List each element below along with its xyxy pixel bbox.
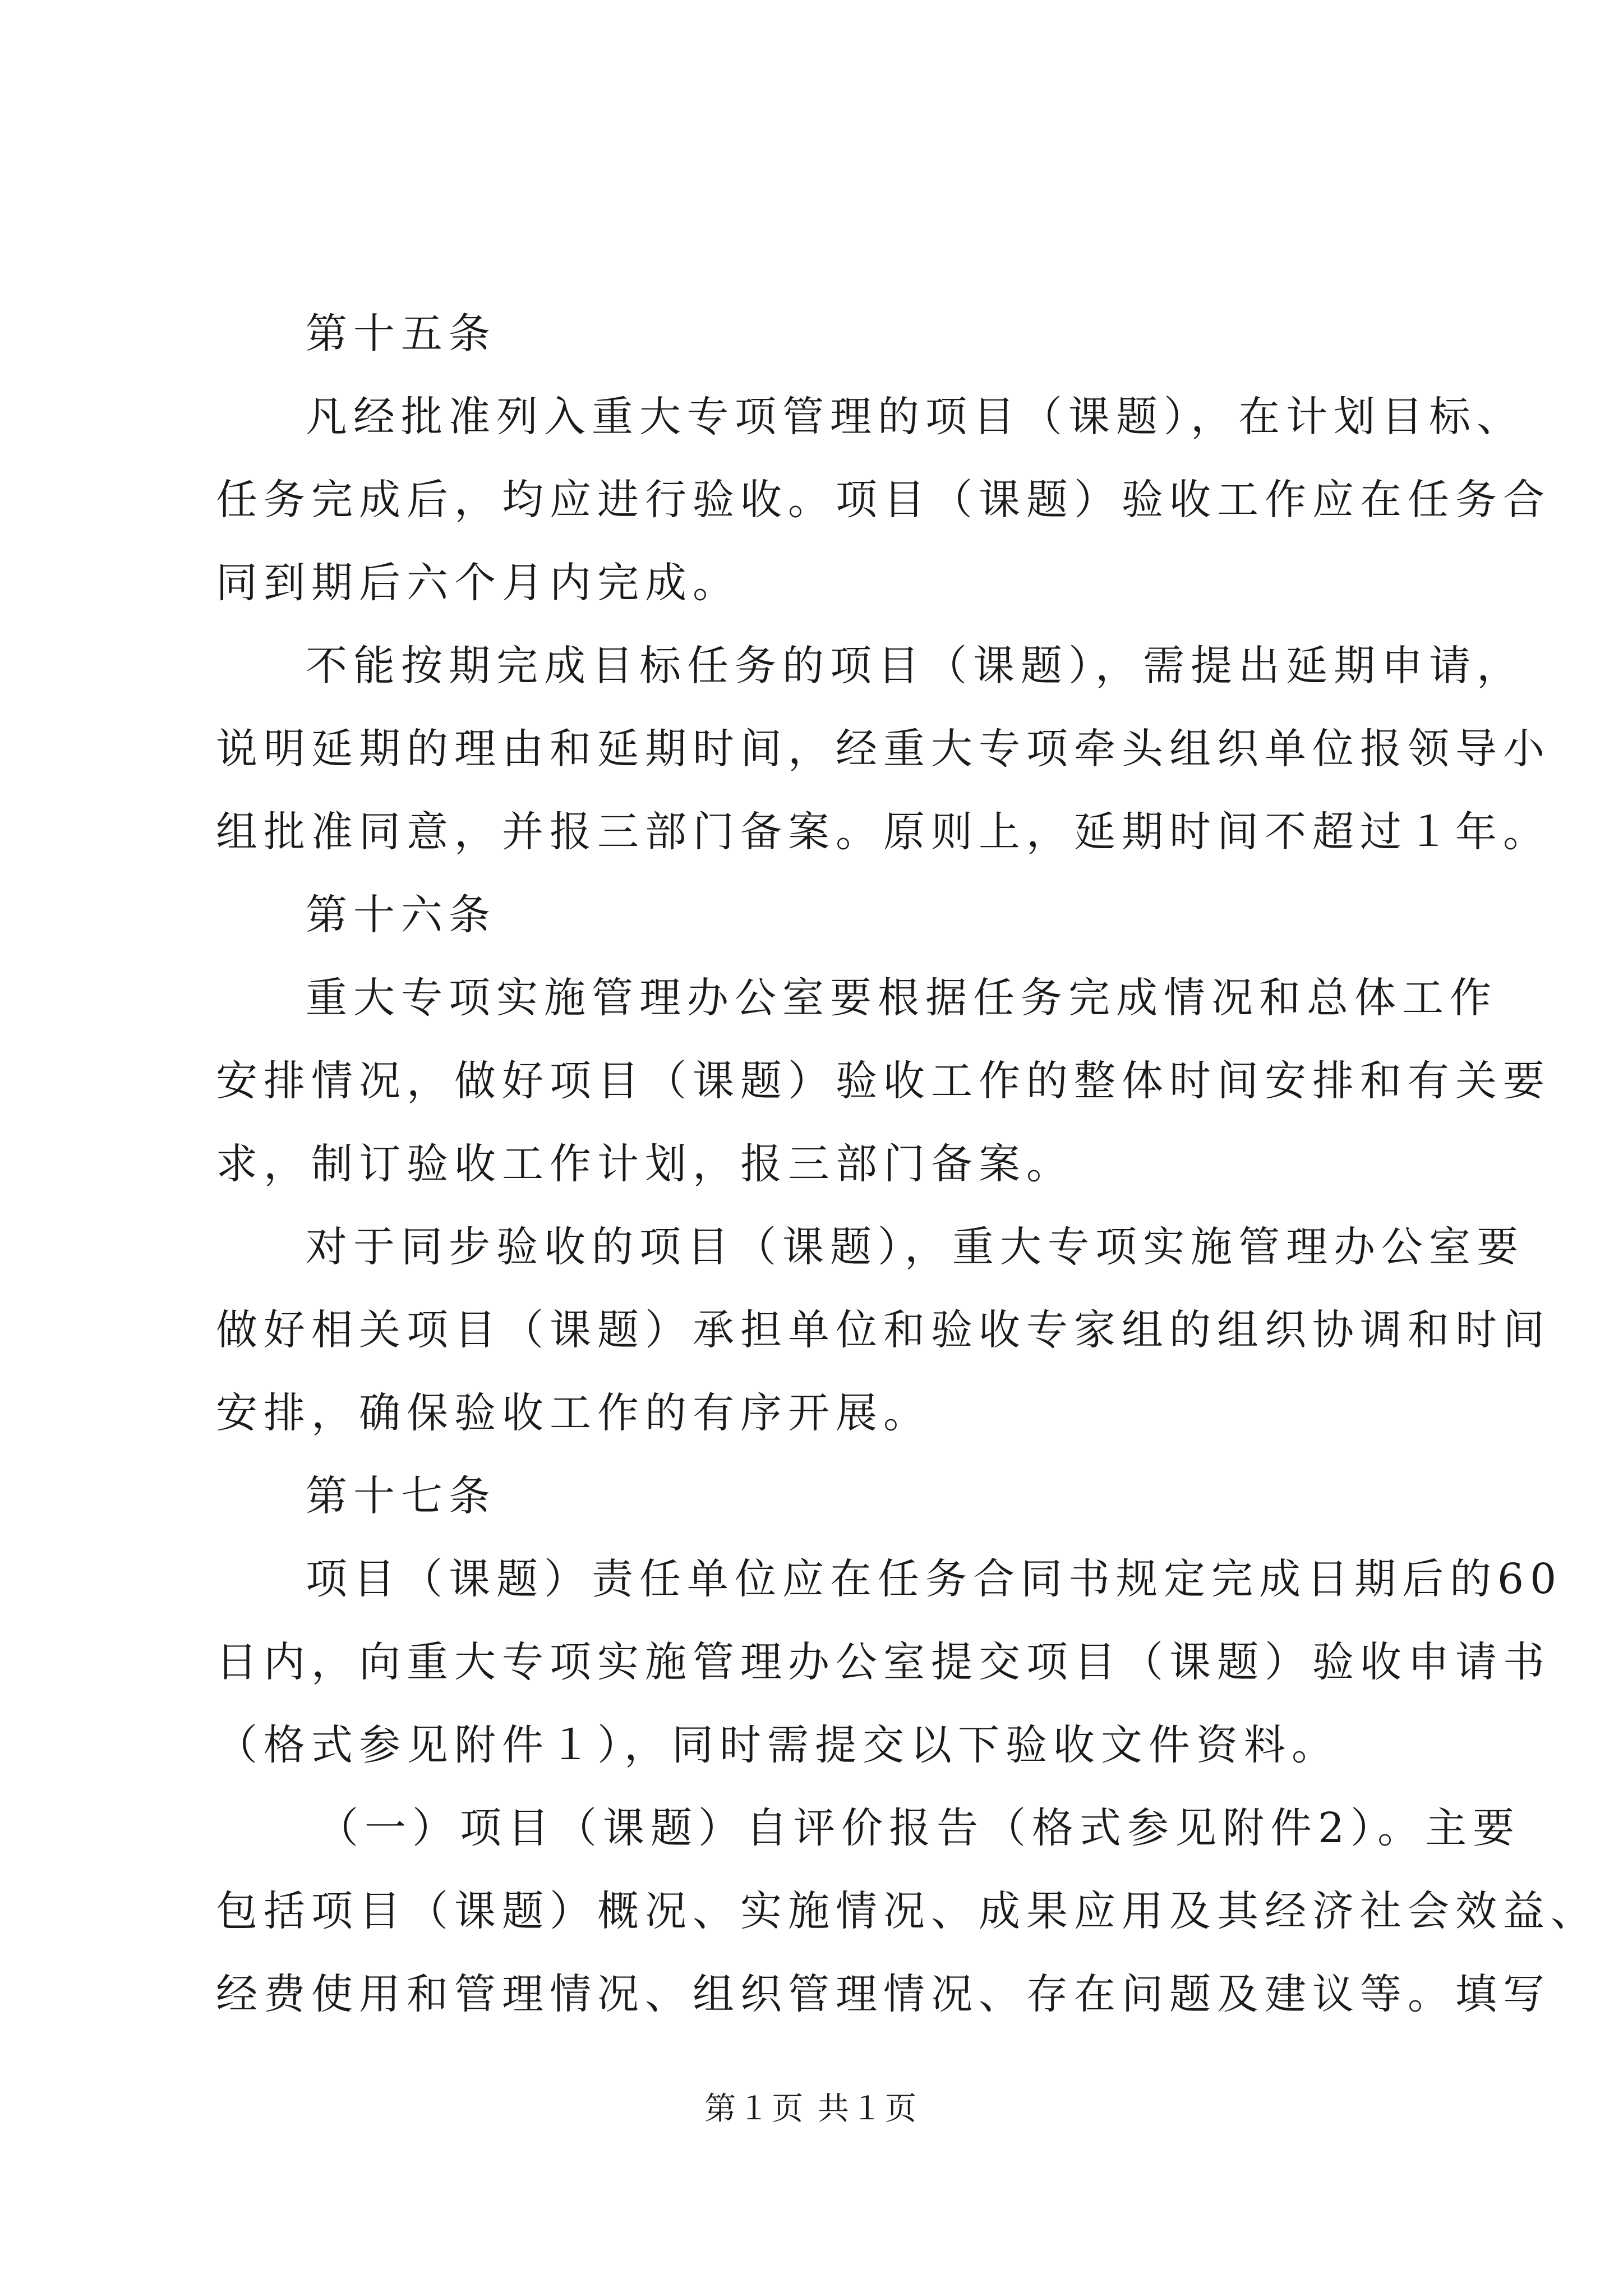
paragraph-line: 安排，确保验收工作的有序开展。 bbox=[216, 1389, 931, 1437]
paragraph-line: 同到期后六个月内完成。 bbox=[216, 559, 740, 607]
paragraph-line: 不能按期完成目标任务的项目（课题），需提出延期申请， bbox=[306, 642, 1524, 690]
paragraph-line: 日内，向重大专项实施管理办公室提交项目（课题）验收申请书 bbox=[216, 1638, 1551, 1686]
paragraph-line: 安排情况，做好项目（课题）验收工作的整体时间安排和有关要 bbox=[216, 1057, 1551, 1105]
paragraph-line: 求，制订验收工作计划，报三部门备案。 bbox=[216, 1140, 1074, 1188]
paragraph-line: （格式参见附件１），同时需提交以下验收文件资料。 bbox=[216, 1721, 1339, 1769]
paragraph-line: 项目（课题）责任单位应在任务合同书规定完成日期后的60 bbox=[306, 1555, 1563, 1603]
paragraph-line: 对于同步验收的项目（课题），重大专项实施管理办公室要 bbox=[306, 1223, 1524, 1271]
paragraph-line: 说明延期的理由和延期时间，经重大专项牵头组织单位报领导小 bbox=[216, 725, 1551, 773]
paragraph-line: 凡经批准列入重大专项管理的项目（课题），在计划目标、 bbox=[306, 393, 1524, 441]
paragraph-line: 组批准同意，并报三部门备案。原则上，延期时间不超过１年。 bbox=[216, 808, 1551, 856]
article-heading-16: 第十六条 bbox=[306, 891, 496, 939]
article-heading-15: 第十五条 bbox=[306, 310, 496, 358]
page-footer: 第１页 共１页 bbox=[704, 2091, 919, 2127]
paragraph-line: 任务完成后，均应进行验收。项目（课题）验收工作应在任务合 bbox=[216, 476, 1551, 524]
paragraph-line: 做好相关项目（课题）承担单位和验收专家组的组织协调和时间 bbox=[216, 1306, 1551, 1354]
paragraph-line: 包括项目（课题）概况、实施情况、成果应用及其经济社会效益、 bbox=[216, 1887, 1598, 1935]
paragraph-line: 经费使用和管理情况、组织管理情况、存在问题及建议等。填写 bbox=[216, 1970, 1551, 2018]
paragraph-line: （一）项目（课题）自评价报告（格式参见附件2）。主要 bbox=[317, 1804, 1521, 1852]
paragraph-line: 重大专项实施管理办公室要根据任务完成情况和总体工作 bbox=[306, 974, 1497, 1022]
article-heading-17: 第十七条 bbox=[306, 1472, 496, 1520]
